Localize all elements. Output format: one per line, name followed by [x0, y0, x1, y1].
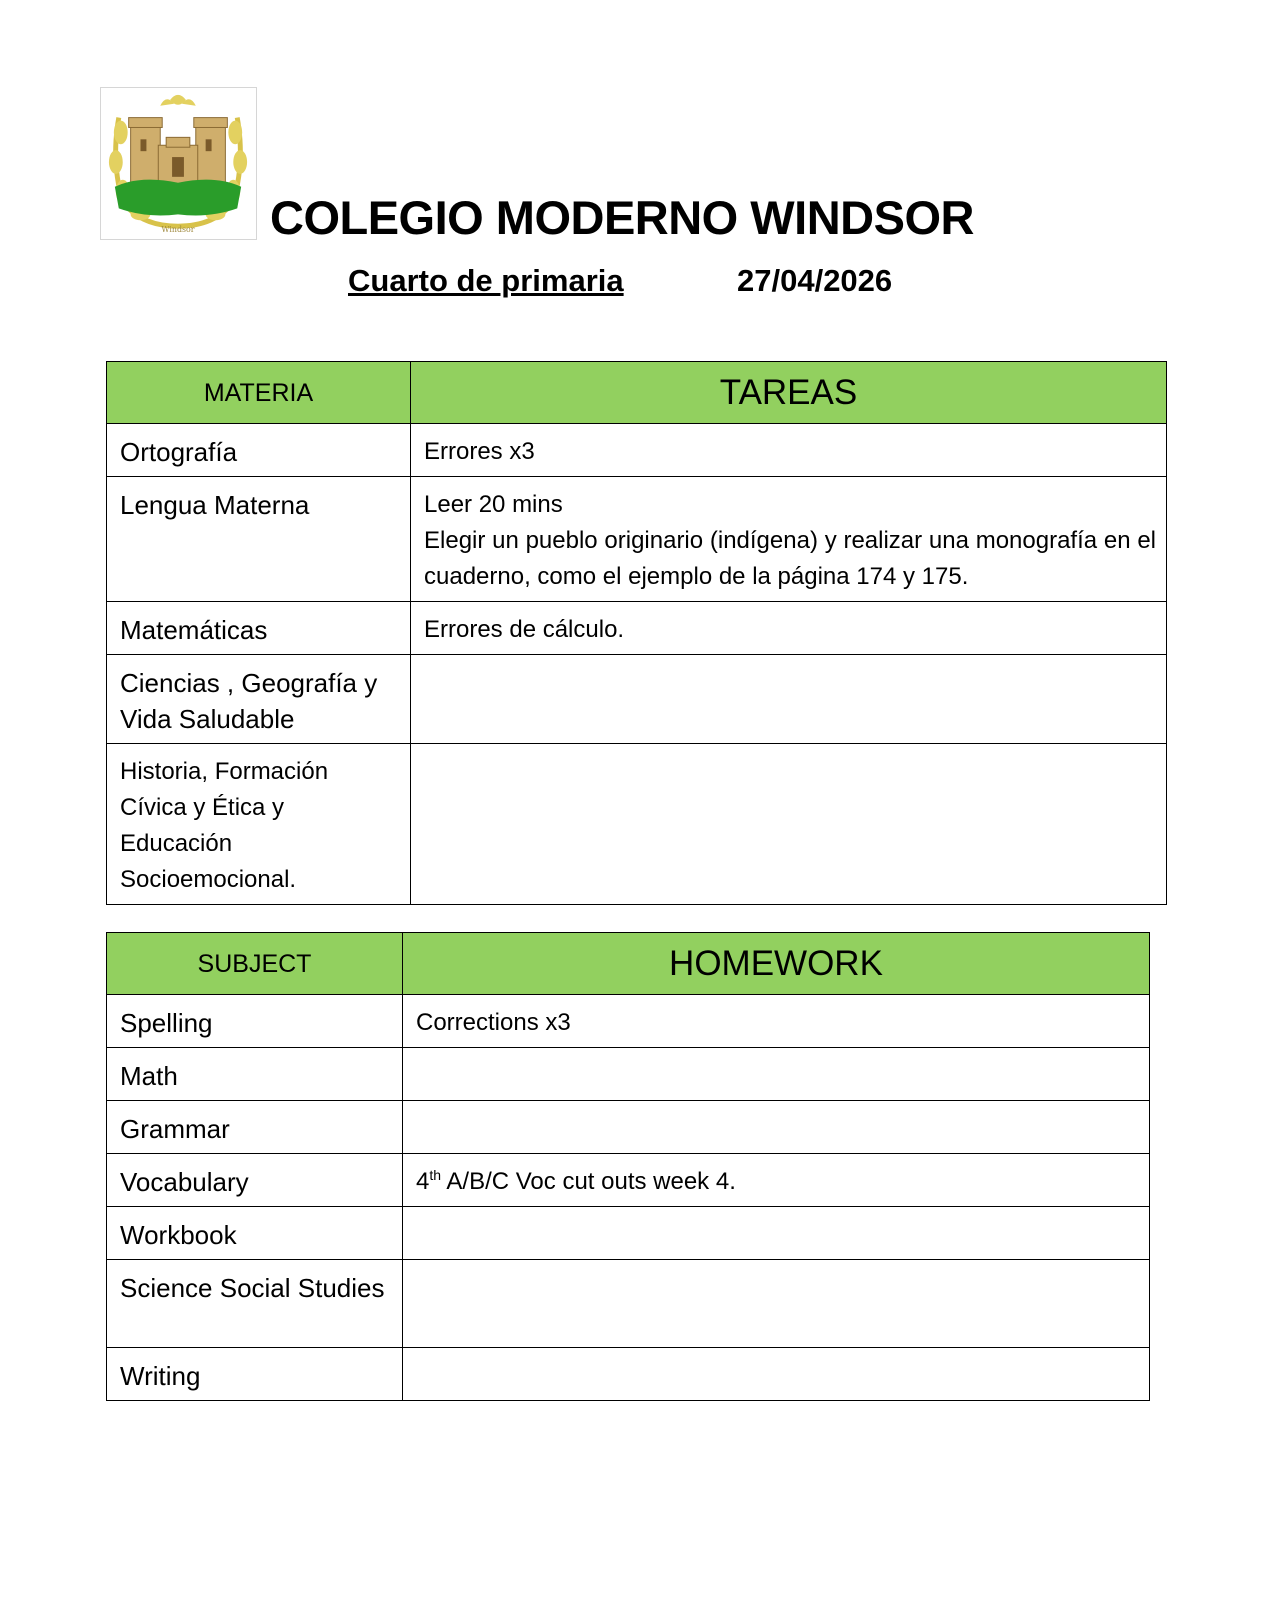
- task-cell: Corrections x3: [403, 995, 1150, 1048]
- task-cell: [411, 477, 1167, 602]
- task-cell: [403, 1260, 1150, 1348]
- subject-cell: Spelling: [107, 995, 403, 1048]
- task-prefix: 4: [416, 1168, 430, 1195]
- subject-cell: Matemáticas: [107, 602, 411, 655]
- header-homework: HOMEWORK: [403, 933, 1150, 995]
- subject-cell: Writing: [107, 1348, 403, 1401]
- task-line: Elegir un pueblo originario (indígena) y realizar una monografía en el cuaderno, como el ejemplo de la página 174 y 175.: [424, 527, 1156, 590]
- task-cell: [403, 1207, 1150, 1260]
- subject-cell: Math: [107, 1048, 403, 1101]
- spanish-homework-table: [106, 361, 1167, 905]
- task-cell: [411, 655, 1167, 744]
- subject-cell: Science Social Studies: [107, 1260, 403, 1348]
- date-label: 27/04/2026: [737, 263, 893, 298]
- task-cell: Errores de cálculo.: [411, 602, 1167, 655]
- table-header-row: [107, 362, 1167, 424]
- subject-cell: Ortografía: [107, 424, 411, 477]
- school-name: COLEGIO MODERNO WINDSOR: [270, 191, 974, 244]
- task-cell: [403, 1048, 1150, 1101]
- castle-crest-icon: [101, 88, 256, 239]
- subject-cell: Vocabulary: [107, 1154, 403, 1207]
- table-row: [107, 995, 1150, 1048]
- subject-cell: Ciencias , Geografía y Vida Saludable: [107, 655, 411, 744]
- subject-cell: Lengua Materna: [107, 477, 411, 602]
- school-logo: [100, 87, 257, 240]
- table-row: [107, 1048, 1150, 1101]
- task-superscript: th: [429, 1167, 442, 1183]
- header-subject: SUBJECT: [107, 933, 403, 995]
- table-row: [107, 602, 1167, 655]
- table-header-row: [107, 933, 1150, 995]
- table-row: [107, 1154, 1150, 1207]
- header-tareas: TAREAS: [411, 362, 1167, 424]
- table-row: [107, 1207, 1150, 1260]
- task-cell: [403, 1348, 1150, 1401]
- task-line: Leer 20 mins: [424, 491, 563, 518]
- task-cell: Errores x3: [411, 424, 1167, 477]
- header-materia: MATERIA: [107, 362, 411, 424]
- english-homework-table: [106, 932, 1150, 1401]
- subject-cell: Workbook: [107, 1207, 403, 1260]
- table-row: [107, 424, 1167, 477]
- task-cell: [403, 1101, 1150, 1154]
- subject-cell: Grammar: [107, 1101, 403, 1154]
- table-row: [107, 744, 1167, 905]
- task-suffix: A/B/C Voc cut outs week 4.: [441, 1168, 736, 1195]
- task-cell: [411, 744, 1167, 905]
- grade-label: Cuarto de primaria: [348, 263, 624, 298]
- subject-cell: Historia, Formación Cívica y Ética y Educación Socioemocional.: [107, 744, 411, 905]
- table-row: [107, 1260, 1150, 1348]
- table-row: [107, 477, 1167, 602]
- table-row: [107, 1348, 1150, 1401]
- table-row: [107, 1101, 1150, 1154]
- table-row: [107, 655, 1167, 744]
- task-cell: [403, 1154, 1150, 1207]
- svg-text:Windsor: Windsor: [161, 225, 195, 235]
